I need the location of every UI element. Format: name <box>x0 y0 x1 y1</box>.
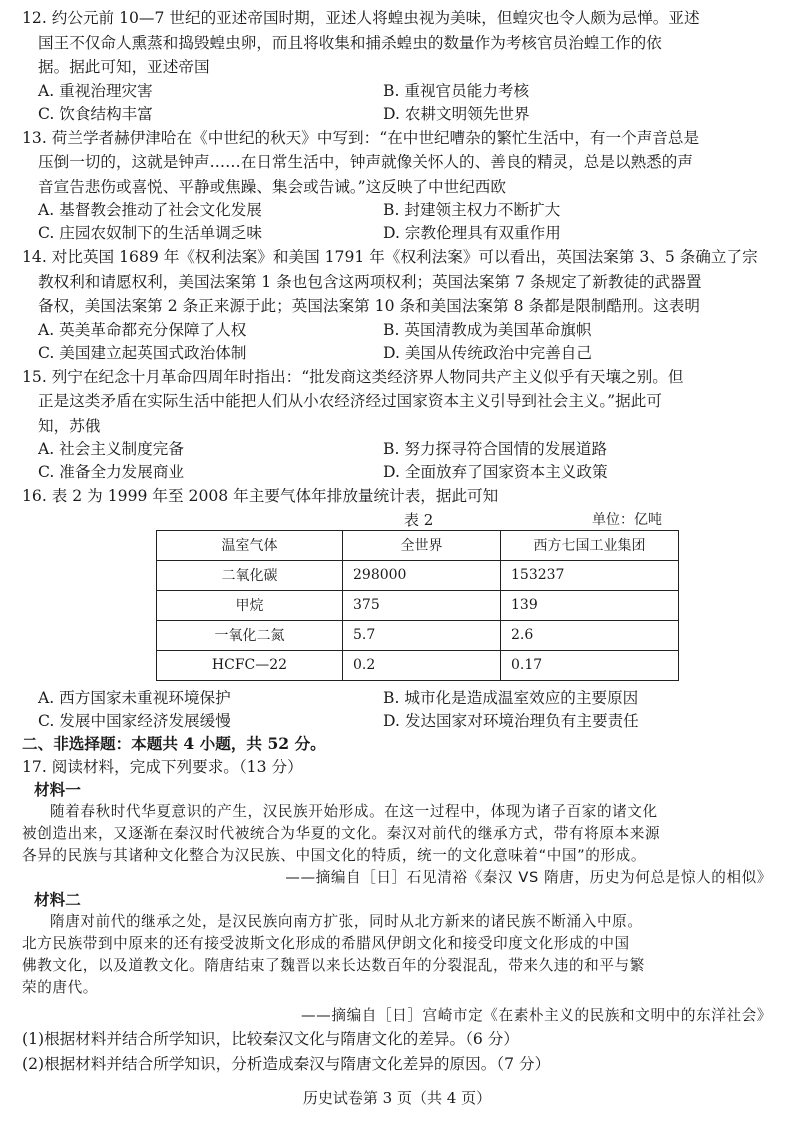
table-cell: 153237 <box>501 560 679 590</box>
question-16 <box>22 484 772 509</box>
table-row <box>157 560 679 590</box>
table-cell: 一氧化二氮 <box>157 620 343 650</box>
question-17-intro <box>22 755 772 780</box>
question-13-line: 音宣告悲伤或喜悦、平静或焦躁、集会或告诫。”这反映了中世纪西欧 <box>38 177 506 196</box>
question-14 <box>22 245 772 319</box>
material-2-text <box>22 911 772 1027</box>
material-2-line: 北方民族带到中原来的还有接受波斯文化形成的希腊风伊朗文化和接受印度文化形成的中国 <box>22 935 630 952</box>
page-footer: 历史试卷第 3 页（共 4 页） <box>302 1089 492 1107</box>
material-2-source: ——摘编自［日］宫崎市定《在素朴主义的民族和文明中的东洋社会》 <box>300 1007 772 1024</box>
option-d: D. 全面放弃了国家资本主义政策 <box>383 463 608 481</box>
option-b: B. 重视官员能力考核 <box>383 81 530 100</box>
table-unit: 单位：亿吨 <box>592 511 662 528</box>
option-c: C. 发展中国家经济发展缓慢 <box>38 711 231 730</box>
option-c: C. 美国建立起英国式政治体制 <box>38 343 247 362</box>
sub-question-1: (1)根据材料并结合所学知识，比较秦汉文化与隋唐文化的差异。（6 分） <box>22 1030 519 1048</box>
table-cell: HCFC—22 <box>157 650 343 680</box>
exam-page <box>22 6 772 1076</box>
material-1-line: 随着春秋时代华夏意识的产生，汉民族开始形成。在这一过程中，体现为诸子百家的诸文化 <box>50 803 658 820</box>
question-15-line: 知，苏俄 <box>38 416 101 435</box>
option-a: A. 英美革命都充分保障了人权 <box>38 320 247 339</box>
question-12-line: 据。据此可知，亚述帝国 <box>38 58 210 76</box>
option-b: B. 城市化是造成温室效应的主要原因 <box>383 688 639 707</box>
question-14-line: 14. 对比英国 1689 年《权利法案》和美国 1791 年《权利法案》可以看出，英国法案第 3、5 条确立了宗 <box>22 248 758 266</box>
option-a: A. 重视治理灾害 <box>38 81 153 100</box>
option-c: C. 饮食结构丰富 <box>38 104 153 123</box>
question-15 <box>22 365 772 439</box>
table-cell: 0.17 <box>501 650 679 680</box>
option-d: D. 发达国家对环境治理负有主要责任 <box>383 711 639 730</box>
question-15-line: 15. 列宁在纪念十月革命四周年时指出：“批发商这类经济界人物同共产主义似乎有天壤之别。但 <box>22 367 684 386</box>
material-2-line: 佛教文化，以及道教文化。隋唐结束了魏晋以来长达数百年的分裂混乱，带来久违的和平与繁 <box>22 957 645 974</box>
material-2-title: 材料二 <box>34 890 81 909</box>
material-1-source: ——摘编自［日］石见清裕《秦汉 VS 隋唐，历史为何总是惊人的相似》 <box>285 869 772 886</box>
question-15-line: 正是这类矛盾在实际生活中能把人们从小农经济经过国家资本主义引导到社会主义。”据此可 <box>38 392 662 410</box>
question-13-line: 压倒一切的，这就是钟声……在日常生活中，钟声就像关怀人的、善良的精灵，总是以熟悉的声 <box>38 153 693 171</box>
material-1-title: 材料一 <box>34 780 81 799</box>
table-cell: 298000 <box>343 560 501 590</box>
sub-question-2: (2)根据材料并结合所学知识，分析造成秦汉与隋唐文化差异的原因。（7 分） <box>22 1054 551 1073</box>
question-12 <box>22 6 772 80</box>
table-row <box>157 620 679 650</box>
material-1-text <box>22 801 772 889</box>
emissions-table <box>156 530 679 681</box>
section-heading: 二、非选择题：本题共 4 小题，共 52 分。 <box>22 733 326 753</box>
table-row <box>157 590 679 620</box>
question-13-options <box>22 199 772 245</box>
question-14-line: 备权，美国法案第 2 条正来源于此；英国法案第 10 条和美国法案第 8 条都是限制酷刑。这表明 <box>38 297 700 315</box>
option-b: B. 英国清教成为美国革命旗帜 <box>383 320 592 339</box>
question-17-line: 17. 阅读材料，完成下列要求。（13 分） <box>22 757 303 776</box>
option-d: D. 宗教伦理具有双重作用 <box>383 224 561 242</box>
question-14-options <box>22 319 772 365</box>
option-a: A. 基督教会推动了社会文化发展 <box>38 201 262 219</box>
question-12-line: 国王不仅命人熏蒸和捣毁蝗虫卵，而且将收集和捕杀蝗虫的数量作为考核官员治蝗工作的依 <box>38 33 662 52</box>
table-cell: 甲烷 <box>157 590 343 620</box>
table-cell: 139 <box>501 590 679 620</box>
table-row <box>157 650 679 680</box>
material-2-line: 荣的唐代。 <box>22 979 98 996</box>
option-b: B. 封建领主权力不断扩大 <box>383 201 561 219</box>
table-header-row <box>157 530 679 560</box>
question-17-subquestions <box>22 1027 772 1076</box>
table-cell: 二氧化碳 <box>157 560 343 590</box>
option-d: D. 农耕文明领先世界 <box>383 104 530 123</box>
option-a: A. 社会主义制度完备 <box>38 440 184 458</box>
question-16-line: 16. 表 2 为 1999 年至 2008 年主要气体年排放量统计表，据此可知 <box>22 487 499 505</box>
material-1-line: 各异的民族与其诸种文化整合为汉民族、中国文化的特质，统一的文化意味着“中国”的形成。 <box>22 847 647 864</box>
question-12-line: 12. 约公元前 10—7 世纪的亚述帝国时期，亚述人将蝗虫视为美味，但蝗灾也令人颇为忌惮。亚述 <box>22 9 700 27</box>
option-b: B. 努力探寻符合国情的发展道路 <box>383 440 608 458</box>
table-cell: 0.2 <box>343 650 501 680</box>
emissions-table-block <box>22 509 772 687</box>
table-cell: 5.7 <box>343 620 501 650</box>
question-13 <box>22 126 772 200</box>
header-cell: 西方七国工业集团 <box>501 530 679 560</box>
question-13-line: 13. 荷兰学者赫伊津哈在《中世纪的秋天》中写到：“在中世纪嘈杂的繁忙生活中，有一个声音总是 <box>22 128 700 147</box>
option-c: C. 准备全力发展商业 <box>38 463 185 481</box>
option-a: A. 西方国家未重视环境保护 <box>38 688 231 707</box>
question-16-options <box>22 687 772 733</box>
question-15-options <box>22 438 772 484</box>
option-d: D. 美国从传统政治中完善自己 <box>383 343 592 362</box>
table-cell: 2.6 <box>501 620 679 650</box>
header-cell: 温室气体 <box>157 530 343 560</box>
question-12-options <box>22 80 772 126</box>
option-c: C. 庄园农奴制下的生活单调乏味 <box>38 224 263 242</box>
header-cell: 全世界 <box>343 530 501 560</box>
table-cell: 375 <box>343 590 501 620</box>
material-2-line: 隋唐对前代的继承之处，是汉民族向南方扩张，同时从北方新来的诸民族不断涌入中原。 <box>50 913 643 930</box>
material-1-line: 被创造出来，又逐渐在秦汉时代被统合为华夏的文化。秦汉对前代的继承方式，带有将原本来源 <box>22 825 661 842</box>
question-14-line: 教权利和请愿权利，美国法案第 1 条也包含这两项权利；英国法案第 7 条规定了新教徒的武器置 <box>38 272 702 291</box>
table-caption: 表 2 <box>404 510 434 529</box>
